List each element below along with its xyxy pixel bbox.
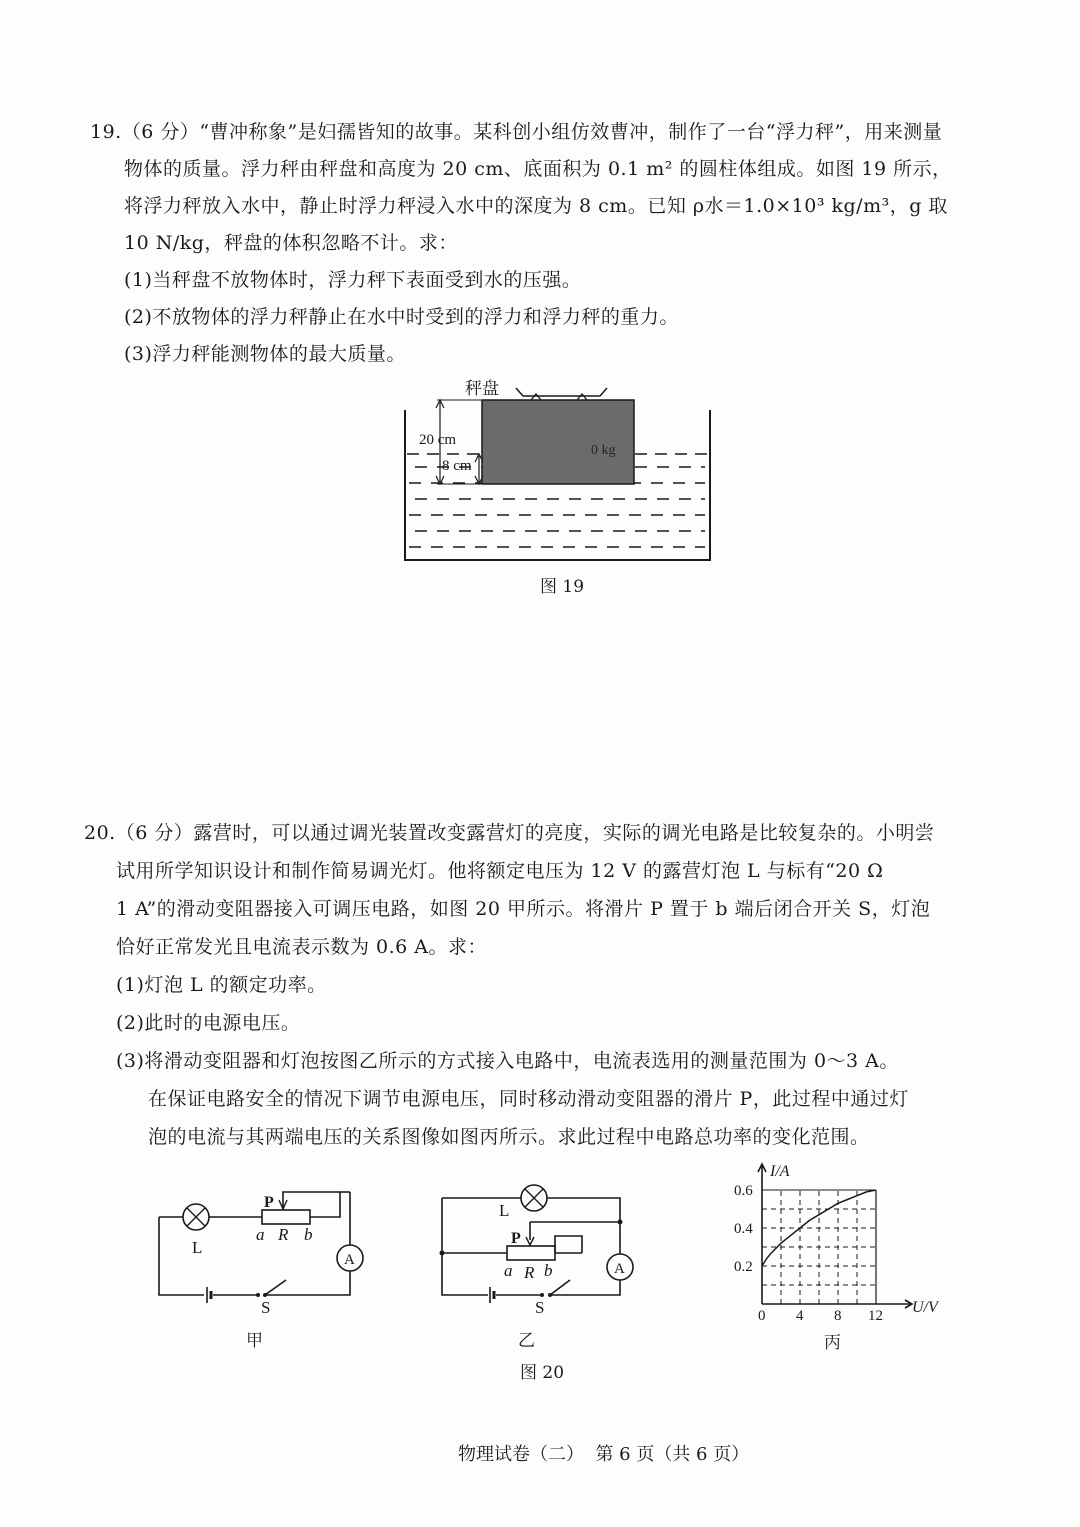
q19-part-3: (3)浮力秤能测物体的最大质量。: [124, 343, 406, 365]
x-tick-label: 4: [796, 1308, 804, 1320]
figure-20-caption: 图 20: [520, 1363, 565, 1383]
label-a: a: [256, 1225, 265, 1244]
label-R: R: [278, 1225, 289, 1244]
pan-label: 秤盘: [465, 379, 499, 398]
pan-support: [531, 394, 587, 400]
caption-yi: 乙: [518, 1331, 535, 1351]
rheostat-R: [507, 1246, 555, 1260]
q20-line-1: 20.（6 分）露营时，可以通过调光装置改变露营灯的亮度，实际的调光电路是比较复杂的。小明尝: [84, 822, 935, 844]
x-tick-label: 12: [868, 1308, 883, 1320]
q20-line-3: 1 A”的滑动变阻器接入可调压电路，如图 20 甲所示。将滑片 P 置于 b 端后闭合开关 S，灯泡: [116, 898, 931, 920]
q19-line-1: 19.（6 分）“曹冲称象”是妇孺皆知的故事。某科创小组仿效曹冲，制作了一台“浮力秤”，用来测量: [90, 121, 943, 143]
label-S: S: [535, 1298, 545, 1317]
q19-part-1: (1)当秤盘不放物体时，浮力秤下表面受到水的压强。: [124, 269, 582, 291]
circuit-yi: [432, 1180, 642, 1320]
caption-bing: 丙: [824, 1333, 841, 1353]
q19-line-4: 10 N/kg，秤盘的体积忽略不计。求：: [124, 232, 458, 254]
scale-pan: [516, 388, 607, 396]
height-label: 20 cm: [419, 432, 457, 448]
q20-line-4: 恰好正常发光且电流表示数为 0.6 A。求：: [116, 936, 488, 958]
y-tick-label: 0.2: [734, 1259, 753, 1275]
label-b: b: [304, 1225, 313, 1244]
figure-19-caption: 图 19: [540, 577, 585, 597]
q19-line-2: 物体的质量。浮力秤由秤盘和高度为 20 cm、底面积为 0.1 m² 的圆柱体组成。如图 19 所示，: [124, 158, 952, 180]
q20-part-2: (2)此时的电源电压。: [116, 1012, 301, 1034]
x-axis-label: U/V: [912, 1299, 938, 1316]
label-P: P: [511, 1230, 521, 1247]
figure-19: [395, 372, 725, 572]
q19-line-3: 将浮力秤放入水中，静止时浮力秤浸入水中的深度为 8 cm。已知 ρ水＝1.0×10³ kg/m³，g 取: [124, 195, 948, 217]
label-P: P: [264, 1194, 274, 1211]
q20-part-3-cont-2: 泡的电流与其两端电压的关系图像如图丙所示。求此过程中电路总功率的变化范围。: [148, 1126, 870, 1148]
label-S: S: [261, 1298, 271, 1317]
q20-part-3: (3)将滑动变阻器和灯泡按图乙所示的方式接入电路中，电流表选用的测量范围为 0～3 A。: [116, 1050, 899, 1072]
label-b: b: [544, 1261, 553, 1280]
page-footer: 物理试卷（二） 第 6 页（共 6 页）: [458, 1444, 750, 1465]
rheostat-R: [262, 1210, 310, 1224]
label-R: R: [524, 1263, 535, 1282]
label-L: L: [499, 1201, 510, 1220]
x-tick-label: 8: [834, 1308, 842, 1320]
label-L: L: [192, 1238, 203, 1257]
y-tick-label: 0.4: [734, 1221, 753, 1237]
label-A: A: [614, 1261, 625, 1277]
mass-label: 0 kg: [591, 443, 616, 458]
label-a: a: [504, 1261, 513, 1280]
chart-grid: [762, 1190, 876, 1304]
y-axis-label: I/A: [770, 1163, 790, 1180]
q20-line-2: 试用所学知识设计和制作简易调光灯。他将额定电压为 12 V 的露营灯泡 L 与标有“20 Ω: [116, 860, 884, 882]
q19-part-2: (2)不放物体的浮力秤静止在水中时受到的浮力和浮力秤的重力。: [124, 306, 679, 328]
q20-part-3-cont-1: 在保证电路安全的情况下调节电源电压，同时移动滑动变阻器的滑片 P，此过程中通过灯: [148, 1088, 909, 1110]
caption-jia: 甲: [246, 1331, 263, 1351]
x-tick-label: 0: [758, 1308, 766, 1320]
q20-part-1: (1)灯泡 L 的额定功率。: [116, 974, 327, 996]
graph-bing: [722, 1160, 952, 1320]
label-A: A: [344, 1252, 355, 1268]
circuit-jia: [150, 1185, 370, 1320]
cylinder-block: [482, 400, 634, 484]
depth-label: 8 cm: [442, 458, 472, 474]
y-tick-label: 0.6: [734, 1183, 753, 1199]
